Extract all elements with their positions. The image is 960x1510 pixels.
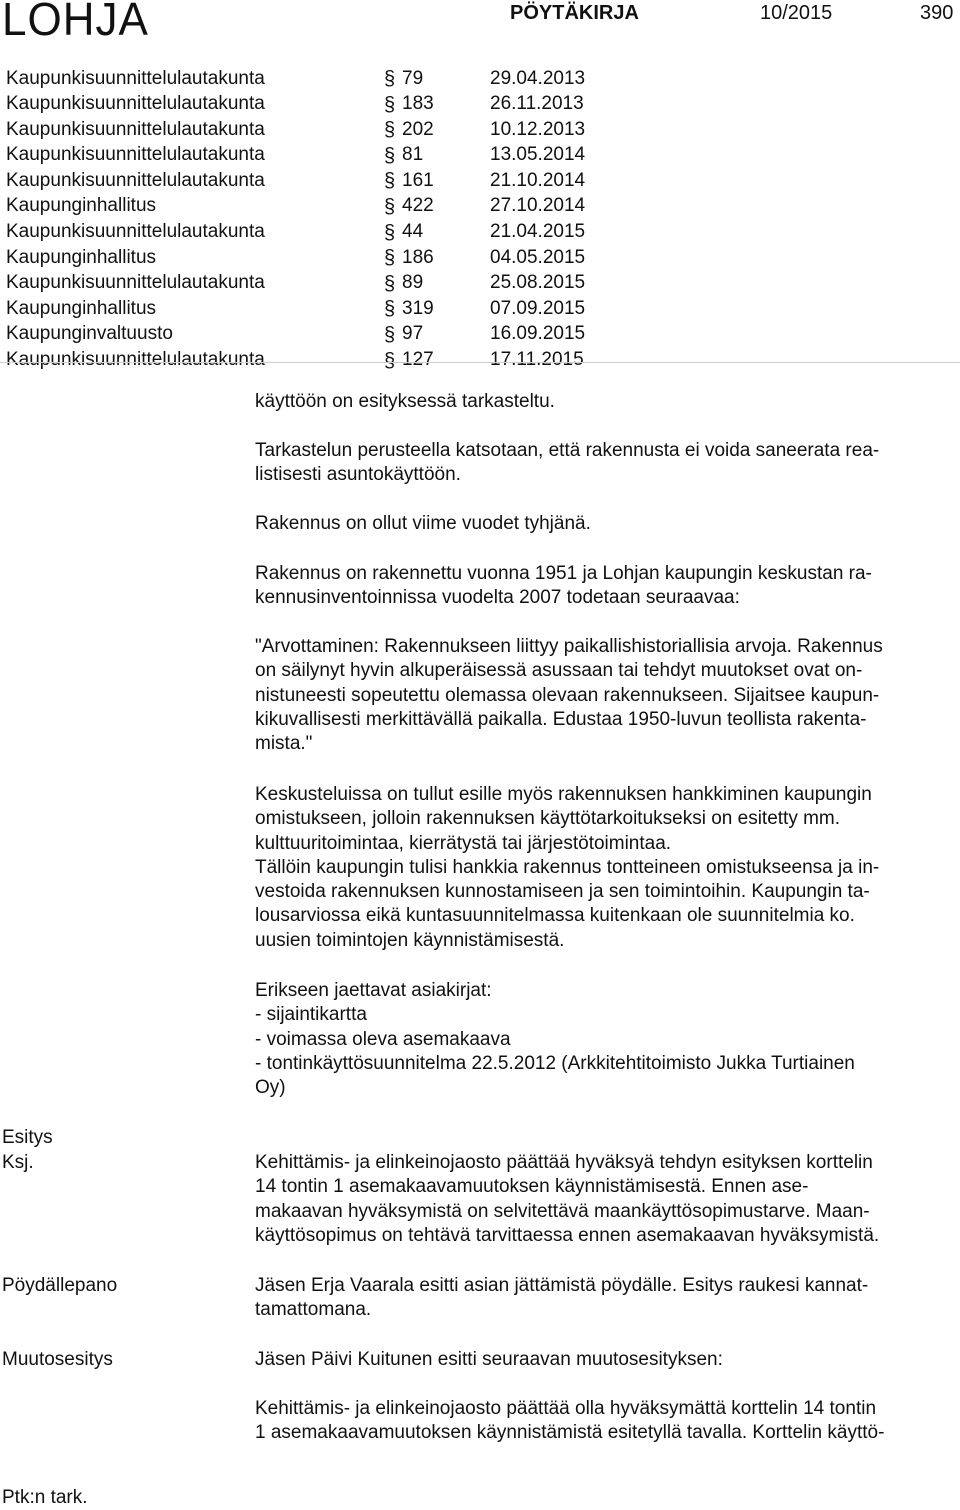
reference-date: 27.10.2014 (490, 195, 586, 217)
document-type: PÖYTÄKIRJA (510, 2, 639, 24)
reference-number: 319 (402, 297, 434, 319)
label-ptk-tark: Ptk:n tark. (2, 1487, 88, 1508)
label-ksj: Ksj. (2, 1152, 34, 1173)
reference-body: Kaupunkisuunnittelulautakunta (6, 221, 265, 243)
section-sign: § (384, 298, 396, 321)
reference-date: 17.11.2015 (490, 349, 584, 371)
reference-body: Kaupunginvaltuusto (6, 323, 173, 345)
section-sign: § (384, 144, 396, 167)
reference-body: Kaupunginhallitus (6, 195, 157, 217)
reference-table (6, 66, 585, 373)
amendment-text: Kehittämis- ja elinkeinojaosto päättää olla hyväksymättä korttelin 14 tontin 1 asemakaavamuutoksen käynnistämistä esitetyllä tavalla. Korttelin käyttö- (255, 1398, 885, 1444)
paragraph-1: käyttöön on esityksessä tarkasteltu. (255, 391, 555, 412)
attachments-list: Erikseen jaettavat asiakirjat: - sijaintikartta - voimassa oleva asemakaava - tontinkäyttösuunnitelma 22.5.2012 (Arkkitehtitoimisto Jukka Turtiainen Oy) (255, 980, 855, 1099)
reference-number: 161 (402, 169, 434, 191)
reference-row (6, 271, 585, 297)
amendment-intro: Jäsen Päivi Kuitunen esitti seuraavan muutosesityksen: (255, 1349, 723, 1370)
reference-date: 26.11.2013 (490, 93, 584, 115)
reference-number: 186 (402, 246, 434, 268)
section-sign: § (384, 195, 396, 218)
reference-date: 25.08.2015 (490, 272, 586, 294)
proposal-text: Kehittämis- ja elinkeinojaosto päättää hyväksyä tehdyn esityksen korttelin 14 tontin 1 asemakaavamuutoksen käynnistämisestä. Ennen ase- makaavan hyväksymistä on selvitettävä maankäyttösopimustarve. Maan- käyttösopimus on tehtävä tarvittaessa ennen asemakaavan hyväksymistä. (255, 1152, 880, 1246)
reference-number: 79 (402, 67, 424, 89)
paragraph-4: Rakennus on rakennettu vuonna 1951 ja Lohjan kaupungin keskustan ra- kennusinventoinnissa vuodelta 2007 todetaan seuraavaa: (255, 563, 872, 609)
paragraph-6: Keskusteluissa on tullut esille myös rakennuksen hankkiminen kaupungin omistukseen, jolloin rakennuksen käyttötarkoitukseksi on esitetty mm. kulttuuritoimintaa, kierrätystä tai järjestötoimintaa. Tällöin kaupungin tulisi hankkia rakennus tontteineen omistukseensa ja in- vestoida rakennuksen kunnostamiseen ja sen toimintoihin. Kaupungin ta- lousarviossa eikä kuntasuunnitelmassa kuitenkaan ole suunnitelmia ko. uusien toimintojen käynnistämisestä. (255, 784, 880, 951)
reference-body: Kaupunginhallitus (6, 246, 157, 268)
reference-row (6, 143, 585, 169)
section-sign: § (384, 93, 396, 116)
reference-date: 16.09.2015 (490, 323, 586, 345)
reference-body: Kaupunkisuunnittelulautakunta (6, 67, 265, 89)
reference-date: 29.04.2013 (490, 67, 586, 89)
label-muutosesitys: Muutosesitys (2, 1349, 113, 1370)
tabling-text: Jäsen Erja Vaarala esitti asian jättämistä pöydälle. Esitys raukesi kannat- tamattomana. (255, 1275, 869, 1321)
reference-row (6, 66, 585, 92)
reference-date: 10.12.2013 (490, 118, 586, 140)
section-sign: § (384, 170, 396, 193)
reference-number: 89 (402, 272, 424, 294)
lohja-logo: LOHJA (2, 0, 149, 46)
section-sign: § (384, 349, 396, 372)
reference-number: 127 (402, 349, 434, 371)
reference-body: Kaupunginhallitus (6, 297, 157, 319)
reference-number: 422 (402, 195, 434, 217)
reference-number: 44 (402, 221, 424, 243)
reference-row (6, 296, 585, 322)
reference-date: 13.05.2014 (490, 144, 586, 166)
reference-number: 183 (402, 93, 434, 115)
label-poydallepano: Pöydällepano (2, 1275, 118, 1296)
reference-body: Kaupunkisuunnittelulautakunta (6, 118, 265, 140)
reference-date: 07.09.2015 (490, 297, 586, 319)
reference-number: 202 (402, 118, 434, 140)
paragraph-5-quote: "Arvottaminen: Rakennukseen liittyy paikallishistoriallisia arvoja. Rakennus on säilynyt hyvin alkuperäisessä asussaan tai tehdyt muutokset ovat on- nistuneesti sopeutettu olemassa olevaan rakennukseen. Sijaitsee kaupun- kikuvallisesti merkittävällä paikalla. Edustaa 1950-luvun teollista rakenta- mista." (255, 636, 883, 755)
reference-body: Kaupunkisuunnittelulautakunta (6, 144, 265, 166)
reference-number: 81 (402, 144, 424, 166)
section-sign: § (384, 119, 396, 142)
label-esitys: Esitys (2, 1127, 53, 1148)
paragraph-3: Rakennus on ollut viime vuodet tyhjänä. (255, 513, 591, 534)
reference-number: 97 (402, 323, 424, 345)
reference-row (6, 348, 585, 374)
reference-body: Kaupunkisuunnittelulautakunta (6, 349, 265, 371)
section-sign: § (384, 221, 396, 244)
reference-row (6, 322, 585, 348)
document-number: 10/2015 (760, 2, 833, 24)
section-sign: § (384, 323, 396, 346)
reference-row (6, 220, 585, 246)
section-sign: § (384, 68, 396, 90)
reference-body: Kaupunkisuunnittelulautakunta (6, 93, 265, 115)
reference-row (6, 117, 585, 143)
reference-body: Kaupunkisuunnittelulautakunta (6, 169, 265, 191)
reference-date: 21.10.2014 (490, 169, 586, 191)
reference-body: Kaupunkisuunnittelulautakunta (6, 272, 265, 294)
section-sign: § (384, 272, 396, 295)
reference-date: 21.04.2015 (490, 221, 586, 243)
paragraph-2: Tarkastelun perusteella katsotaan, että rakennusta ei voida saneerata rea- listisesti asuntokäyttöön. (255, 440, 880, 486)
section-sign: § (384, 247, 396, 270)
reference-row (6, 168, 585, 194)
reference-date: 04.05.2015 (490, 246, 586, 268)
reference-row (6, 194, 585, 220)
divider-line (0, 362, 960, 363)
reference-row (6, 245, 585, 271)
page-number: 390 (920, 2, 954, 24)
reference-row (6, 92, 585, 118)
